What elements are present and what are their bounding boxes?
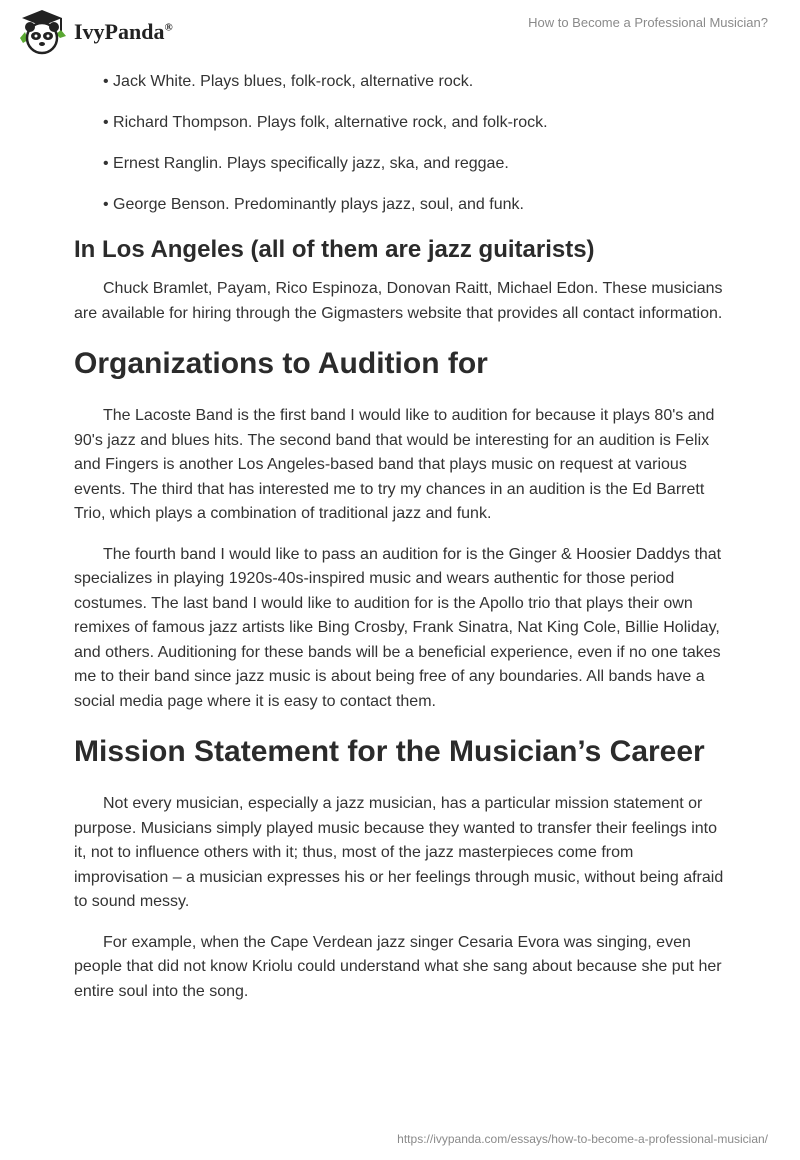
page-header xyxy=(0,0,800,62)
mission-heading: Mission Statement for the Musician’s Career xyxy=(74,735,705,768)
essay-content xyxy=(74,70,724,1020)
panda-graduate-icon xyxy=(16,8,68,56)
paragraph: The Lacoste Band is the first band I would like to audition for because it plays 80's and 90's jazz and blues hits. The second band that would be interesting for an audition is Felix and Fingers is another Los Angeles-based band that plays music on request at various events. The third that has interested me to try my chances in an audition is the Ed Barrett Trio, which plays a combination of traditional jazz and funk. xyxy=(74,407,715,522)
organizations-heading: Organizations to Audition for xyxy=(74,347,488,380)
ivypanda-logo[interactable] xyxy=(16,8,173,56)
paragraph: The fourth band I would like to pass an audition for is the Ginger & Hoosier Daddys that specializes in playing 1920s-40s-inspired music and wears authentic for those period costumes. The last band I would like to audition for is the Apollo trio that plays their own remixes of famous jazz artists like Bing Crosby, Frank Sinatra, Nat King Cole, Billie Holiday, and others. Auditioning for these bands will be a beneficial experience, even if no one takes me to their band since jazz music is about being free of any boundaries. All bands have a social media page where it is easy to contact them. xyxy=(74,545,722,710)
paragraph: Not every musician, especially a jazz musician, has a particular mission statement or purpose. Musicians simply played music because they wanted to transfer their feelings into it, not to influence others with it; thus, most of the jazz masterpieces come from improvisation – a musician expresses his or her feelings through music, without being afraid to sound messy. xyxy=(74,795,724,910)
paragraph: For example, when the Cape Verdean jazz singer Cesaria Evora was singing, even people that did not know Kriolu could understand what she sang about because she put her entire soul into the song. xyxy=(74,933,722,1000)
list-item: • George Benson. Predominantly plays jazz, soul, and funk. xyxy=(103,196,524,213)
paragraph: Chuck Bramlet, Payam, Rico Espinoza, Donovan Raitt, Michael Edon. These musicians are available for hiring through the Gigmasters website that provides all contact information. xyxy=(74,280,723,322)
list-item: • Richard Thompson. Plays folk, alternative rock, and folk-rock. xyxy=(103,114,548,131)
document-title: How to Become a Professional Musician? xyxy=(528,15,768,30)
list-item: • Jack White. Plays blues, folk-rock, alternative rock. xyxy=(103,73,474,90)
list-item: • Ernest Ranglin. Plays specifically jazz, ska, and reggae. xyxy=(103,155,509,172)
los-angeles-heading: In Los Angeles (all of them are jazz guitarists) xyxy=(74,236,595,263)
source-url[interactable]: https://ivypanda.com/essays/how-to-become-a-professional-musician/ xyxy=(397,1132,768,1146)
logo-wordmark: IvyPanda® xyxy=(74,19,173,44)
